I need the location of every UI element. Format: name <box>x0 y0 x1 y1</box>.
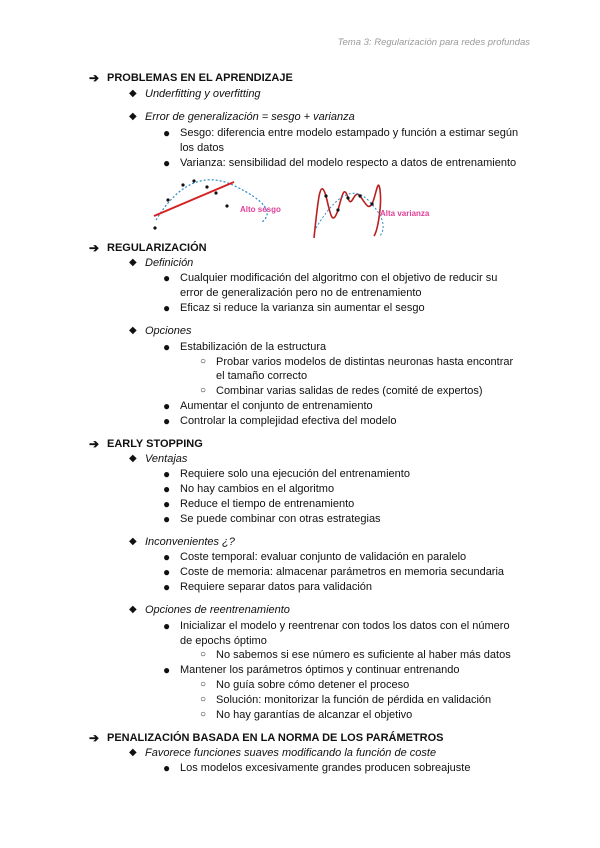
item-text: Los modelos excesivamente grandes producen sobreajuste <box>180 762 471 774</box>
data-point <box>336 208 339 211</box>
item-text: Aumentar el conjunto de entrenamiento <box>180 400 373 412</box>
subitem-text: Probar varios modelos de distintas neuronas hasta encontrar <box>216 356 514 368</box>
subitem-text: No hay garantías de alcanzar el objetivo <box>216 709 413 721</box>
dot-bullet-icon: ● <box>163 663 171 677</box>
data-point <box>153 226 156 229</box>
data-point <box>324 194 327 197</box>
bullet-text: Favorece funciones suaves modificando la función de coste <box>145 747 437 759</box>
circle-bullet-icon: ○ <box>200 694 207 705</box>
dot-bullet-icon: ● <box>163 565 171 579</box>
dot-bullet-icon: ● <box>163 467 171 481</box>
bullet-text: Ventajas <box>145 453 188 465</box>
circle-bullet-icon: ○ <box>200 649 207 660</box>
dot-bullet-icon: ● <box>163 550 171 564</box>
dot-bullet-icon: ● <box>163 414 171 428</box>
item-text: los datos <box>180 142 225 154</box>
dot-bullet-icon: ● <box>163 156 171 170</box>
bullet-text: Opciones <box>145 325 192 337</box>
true-function-curve <box>156 180 267 222</box>
dot-bullet-icon: ● <box>163 126 171 140</box>
item-text: Coste temporal: evaluar conjunto de validación en paralelo <box>180 551 467 563</box>
item-text: Mantener los parámetros óptimos y continuar entrenando <box>180 664 460 676</box>
subitem-text: el tamaño correcto <box>216 370 308 382</box>
subitem-text: No guía sobre cómo detener el proceso <box>216 679 410 691</box>
dot-bullet-icon: ● <box>163 512 171 526</box>
item-text: Varianza: sensibilidad del modelo respecto a datos de entrenamiento <box>180 157 517 169</box>
item-text: Coste de memoria: almacenar parámetros en memoria secundaria <box>180 566 505 578</box>
item-text: Cualquier modificación del algoritmo con el objetivo de reducir su <box>180 272 498 284</box>
data-point <box>225 204 228 207</box>
item-text: Sesgo: diferencia entre modelo estampado y función a estimar según <box>180 127 519 139</box>
data-point <box>370 202 373 205</box>
item-text: Requiere separar datos para validación <box>180 581 373 593</box>
bullet-text: Error de generalización = sesgo + varianza <box>145 111 355 123</box>
item-text: Reduce el tiempo de entrenamiento <box>180 498 355 510</box>
diamond-bullet-icon: ◆ <box>129 536 137 547</box>
subitem-text: Solución: monitorizar la función de pérdida en validación <box>216 694 492 706</box>
circle-bullet-icon: ○ <box>200 356 207 367</box>
circle-bullet-icon: ○ <box>200 385 207 396</box>
data-point <box>166 198 169 201</box>
dot-bullet-icon: ● <box>163 619 171 633</box>
data-point <box>192 179 195 182</box>
section-title: PROBLEMAS EN EL APRENDIZAJE <box>107 72 293 84</box>
subitem-text: Combinar varias salidas de redes (comité de expertos) <box>216 385 483 397</box>
linear-fit-line <box>154 182 234 216</box>
bullet-text: Opciones de reentrenamiento <box>145 604 290 616</box>
bullet-text: Underfitting y overfitting <box>145 88 261 100</box>
diamond-bullet-icon: ◆ <box>129 325 137 336</box>
circle-bullet-icon: ○ <box>200 679 207 690</box>
item-text: Inicializar el modelo y reentrenar con todos los datos con el número <box>180 620 510 632</box>
dot-bullet-icon: ● <box>163 580 171 594</box>
dot-bullet-icon: ● <box>163 399 171 413</box>
diamond-bullet-icon: ◆ <box>129 88 137 99</box>
diamond-bullet-icon: ◆ <box>129 453 137 464</box>
item-text: error de generalización pero no de entrenamiento <box>180 287 422 299</box>
dot-bullet-icon: ● <box>163 761 171 775</box>
dot-bullet-icon: ● <box>163 301 171 315</box>
item-text: No hay cambios en el algoritmo <box>180 483 335 495</box>
bias-figure <box>150 172 292 237</box>
diamond-bullet-icon: ◆ <box>129 257 137 268</box>
dot-bullet-icon: ● <box>163 497 171 511</box>
data-point <box>205 185 208 188</box>
arrow-icon: ➔ <box>89 71 100 85</box>
subitem-text: No sabemos si ese número es suficiente al haber más datos <box>216 649 511 661</box>
bias-label: Alto sesgo <box>240 205 281 214</box>
dot-bullet-icon: ● <box>163 340 171 354</box>
diamond-bullet-icon: ◆ <box>129 604 137 615</box>
data-point <box>346 196 349 199</box>
bullet-text: Definición <box>145 257 194 269</box>
bullet-text: Inconvenientes ¿? <box>145 536 235 548</box>
arrow-icon: ➔ <box>89 241 100 255</box>
arrow-icon: ➔ <box>89 731 100 745</box>
data-point <box>214 191 217 194</box>
item-text: Controlar la complejidad efectiva del modelo <box>180 415 397 427</box>
page-header: Tema 3: Regularización para redes profundas <box>337 37 530 48</box>
dot-bullet-icon: ● <box>163 271 171 285</box>
section-title: REGULARIZACIÓN <box>107 242 207 254</box>
item-text: Requiere solo una ejecución del entrenamiento <box>180 468 410 480</box>
data-point <box>181 183 184 186</box>
item-text: Eficaz si reduce la varianza sin aumentar el sesgo <box>180 302 425 314</box>
data-point <box>358 194 361 197</box>
diamond-bullet-icon: ◆ <box>129 111 137 122</box>
item-text: de epochs óptimo <box>180 635 267 647</box>
overfit-curve <box>314 185 381 238</box>
section-title: PENALIZACIÓN BASADA EN LA NORMA DE LOS PARÁMETROS <box>107 732 444 744</box>
section-title: EARLY STOPPING <box>107 438 203 450</box>
dot-bullet-icon: ● <box>163 482 171 496</box>
variance-label: Alta varianza <box>380 209 430 218</box>
arrow-icon: ➔ <box>89 437 100 451</box>
item-text: Se puede combinar con otras estrategias <box>180 513 381 525</box>
diamond-bullet-icon: ◆ <box>129 747 137 758</box>
circle-bullet-icon: ○ <box>200 709 207 720</box>
variance-figure <box>308 170 448 240</box>
item-text: Estabilización de la estructura <box>180 341 327 353</box>
